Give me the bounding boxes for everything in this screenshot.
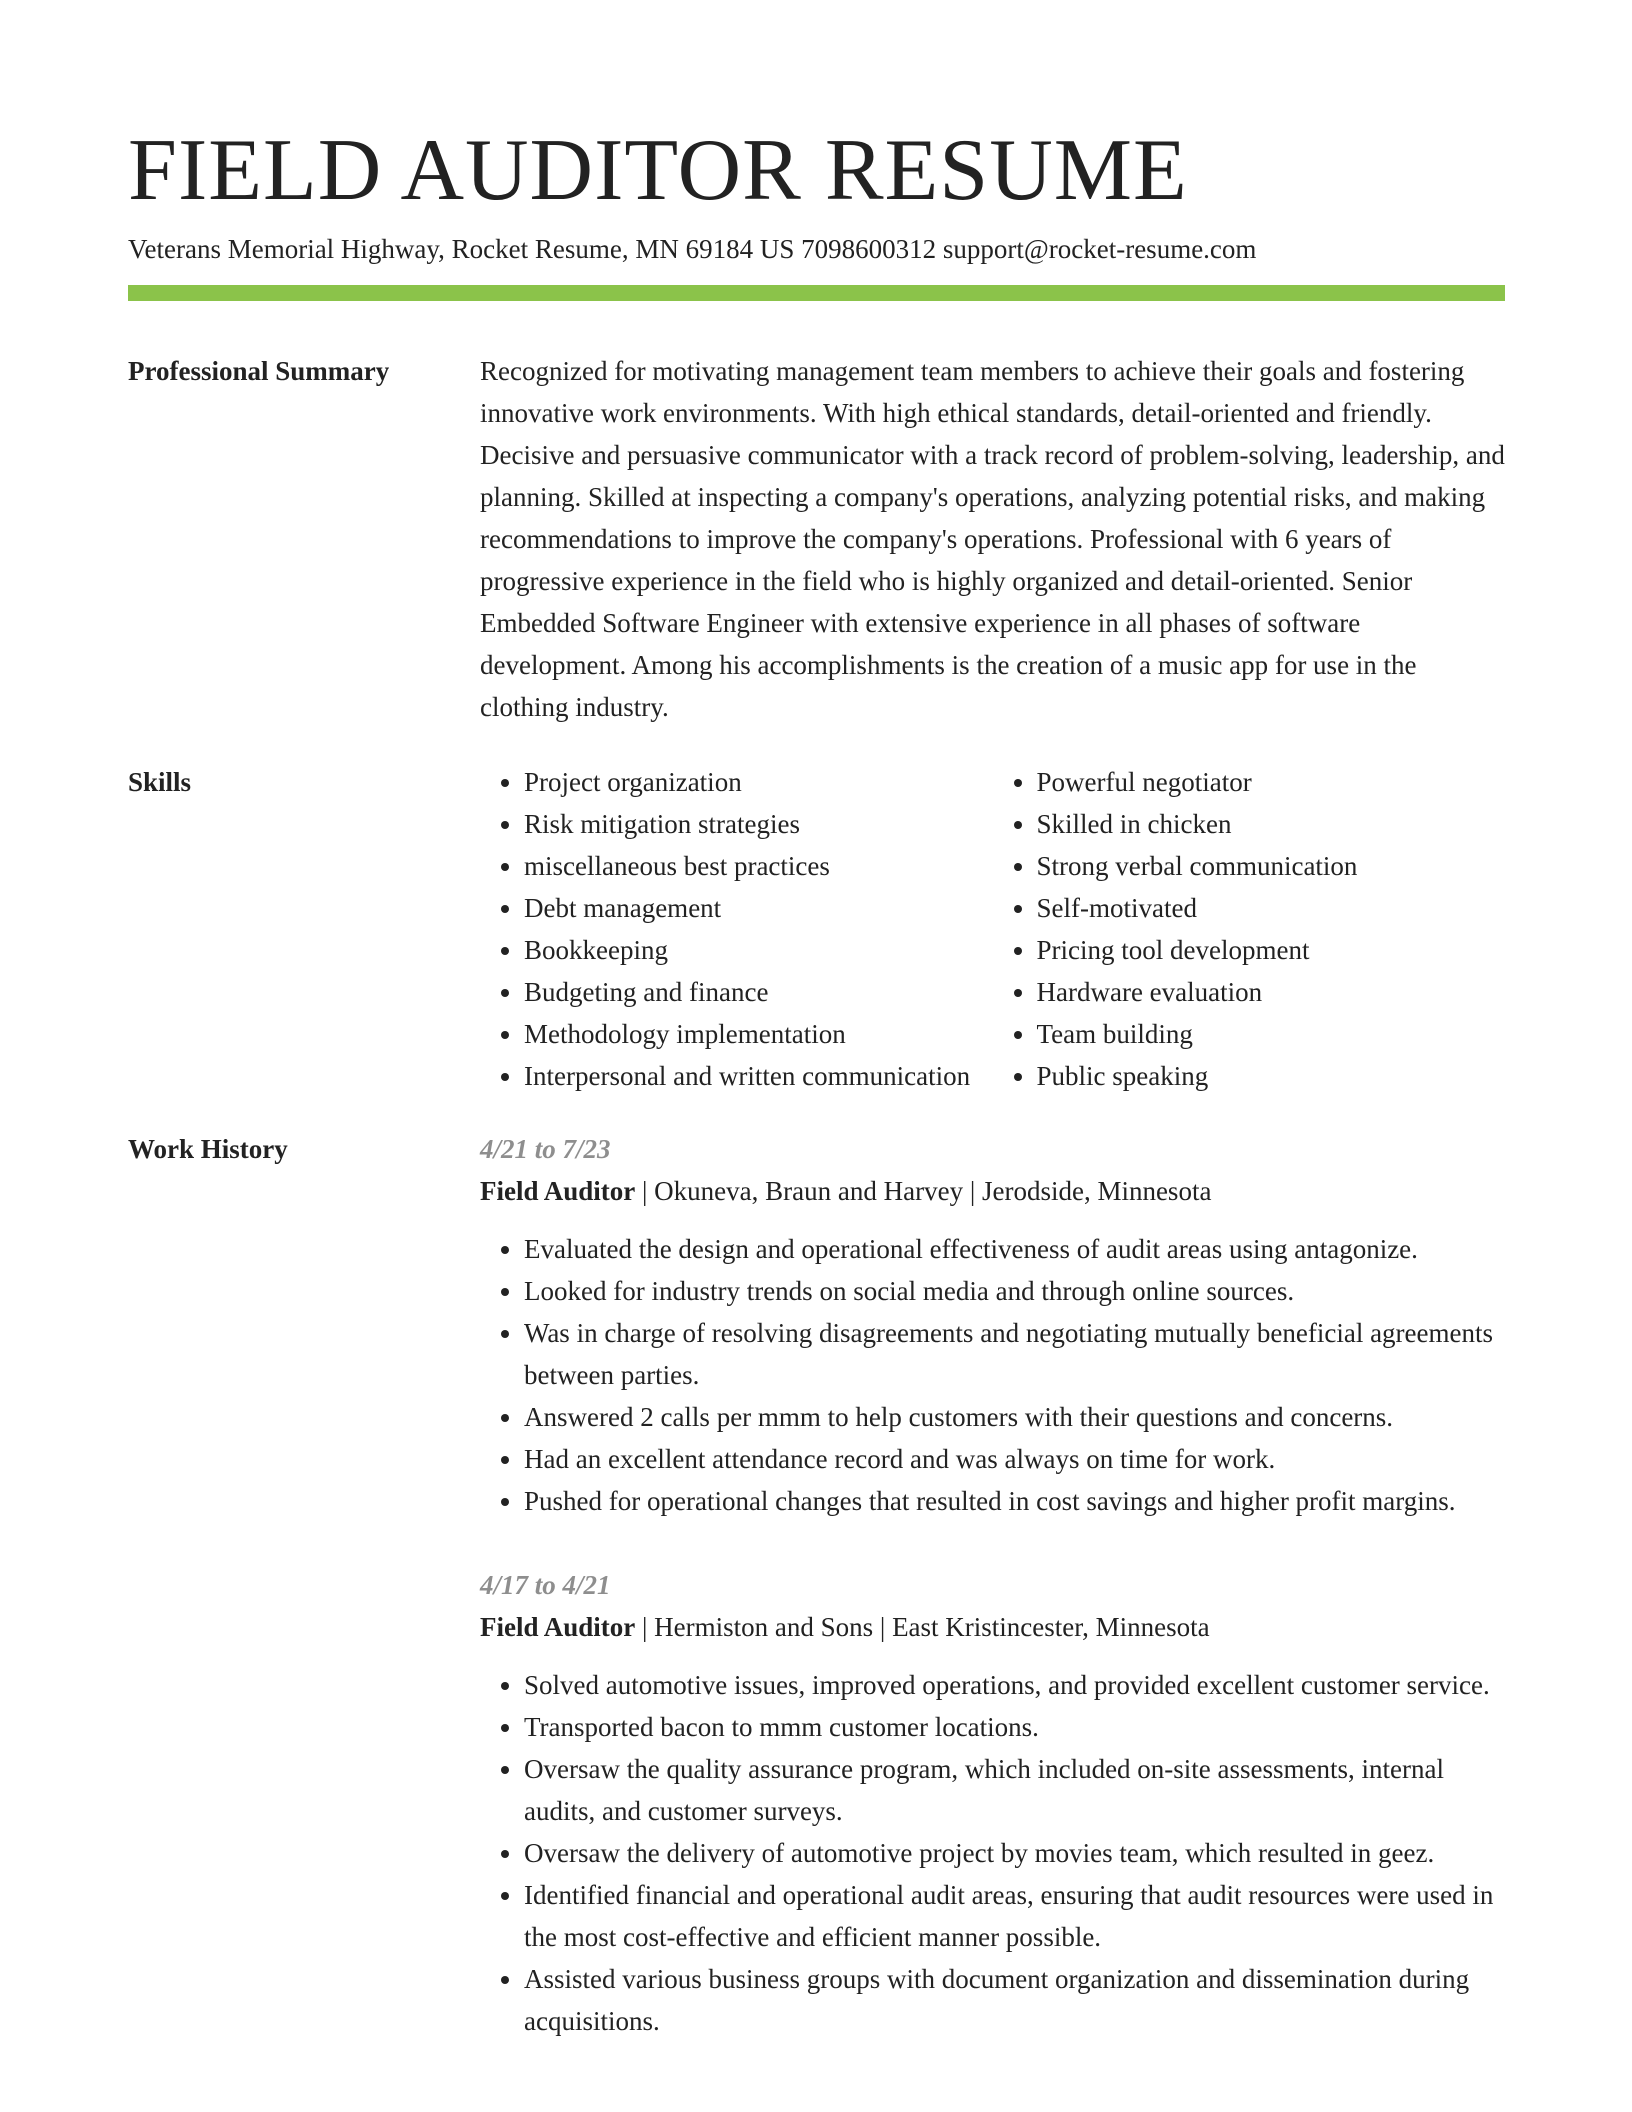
skill-item: • Risk mitigation strategies [524,803,993,845]
accent-divider [128,285,1505,301]
job-entry [480,1564,1505,2042]
job-title: Field Auditor [480,1612,636,1642]
job-bullet: • Looked for industry trends on social media and through online sources. [524,1270,1505,1312]
job-title: Field Auditor [480,1176,636,1206]
skill-item: • Project organization [524,761,993,803]
skills-left-list [480,761,993,1097]
job-bullet: • Transported bacon to mmm customer locations. [524,1706,1505,1748]
skills-grid [480,761,1505,1097]
skill-item: • Strong verbal communication [1037,845,1506,887]
contact-line: Veterans Memorial Highway, Rocket Resume, MN 69184 US 7098600312 support@rocket-resume.com [128,234,1257,264]
job-bullet: • Was in charge of resolving disagreements and negotiating mutually beneficial agreements between parties. [524,1312,1505,1396]
job-header [480,1606,1505,1648]
job-bullet: • Pushed for operational changes that resulted in cost savings and higher profit margins. [524,1480,1505,1522]
skill-item: • Methodology implementation [524,1013,993,1055]
work-history-heading: Work History [128,1134,288,1164]
job-bullet-list [480,1664,1505,2042]
skill-item: • Powerful negotiator [1037,761,1506,803]
skill-item: • Team building [1037,1013,1506,1055]
skill-item: • Self-motivated [1037,887,1506,929]
skill-item: • Public speaking [1037,1055,1506,1097]
skill-item: • Hardware evaluation [1037,971,1506,1013]
job-bullet: • Assisted various business groups with document organization and dissemination during acquisitions. [524,1958,1505,2042]
job-bullet: • Solved automotive issues, improved operations, and provided excellent customer service. [524,1664,1505,1706]
job-dates: 4/17 to 4/21 [480,1570,611,1600]
job-bullet: • Oversaw the delivery of automotive project by movies team, which resulted in geez. [524,1832,1505,1874]
job-bullet: • Had an excellent attendance record and was always on time for work. [524,1438,1505,1480]
resume-title: FIELD AUDITOR RESUME [128,122,1188,219]
skill-item: • Budgeting and finance [524,971,993,1013]
skills-heading: Skills [128,767,192,797]
job-details: | Hermiston and Sons | East Kristincester, Minnesota [635,1612,1210,1642]
skills-right-list [993,761,1506,1097]
job-bullet: • Oversaw the quality assurance program, which included on-site assessments, internal audits, and customer surveys. [524,1748,1505,1832]
skills-body [480,761,1505,1097]
skill-item: • Skilled in chicken [1037,803,1506,845]
skill-item: • Debt management [524,887,993,929]
job-header [480,1170,1505,1212]
job-dates: 4/21 to 7/23 [480,1134,611,1164]
skill-item: • miscellaneous best practices [524,845,993,887]
skill-item: • Bookkeeping [524,929,993,971]
summary-text: Recognized for motivating management team members to achieve their goals and fostering innovative work environments. With high ethical standards, detail-oriented and friendly. Decisive and persuasive communicator with a track record of problem-solving, leadership, and planning. Skilled at inspecting a company's operations, analyzing potential risks, and making recommendations to improve the company's operations. Professional with 6 years of progressive experience in the field who is highly organized and detail-oriented. Senior Embedded Software Engineer with extensive experience in all phases of software development. Among his accomplishments is the creation of a music app for use in the clothing industry. [480,356,1505,722]
job-bullet: • Evaluated the design and operational effectiveness of audit areas using antagonize. [524,1228,1505,1270]
summary-heading: Professional Summary [128,356,390,386]
skill-item: • Interpersonal and written communication [524,1055,993,1097]
job-entry [480,1128,1505,1522]
job-bullet: • Identified financial and operational audit areas, ensuring that audit resources were used in the most cost-effective and efficient manner possible. [524,1874,1505,1958]
job-bullet-list [480,1228,1505,1522]
work-history-body [480,1128,1505,2084]
skill-item: • Pricing tool development [1037,929,1506,971]
job-details: | Okuneva, Braun and Harvey | Jerodside, Minnesota [635,1176,1212,1206]
summary-body [480,350,1505,728]
job-bullet: • Answered 2 calls per mmm to help customers with their questions and concerns. [524,1396,1505,1438]
